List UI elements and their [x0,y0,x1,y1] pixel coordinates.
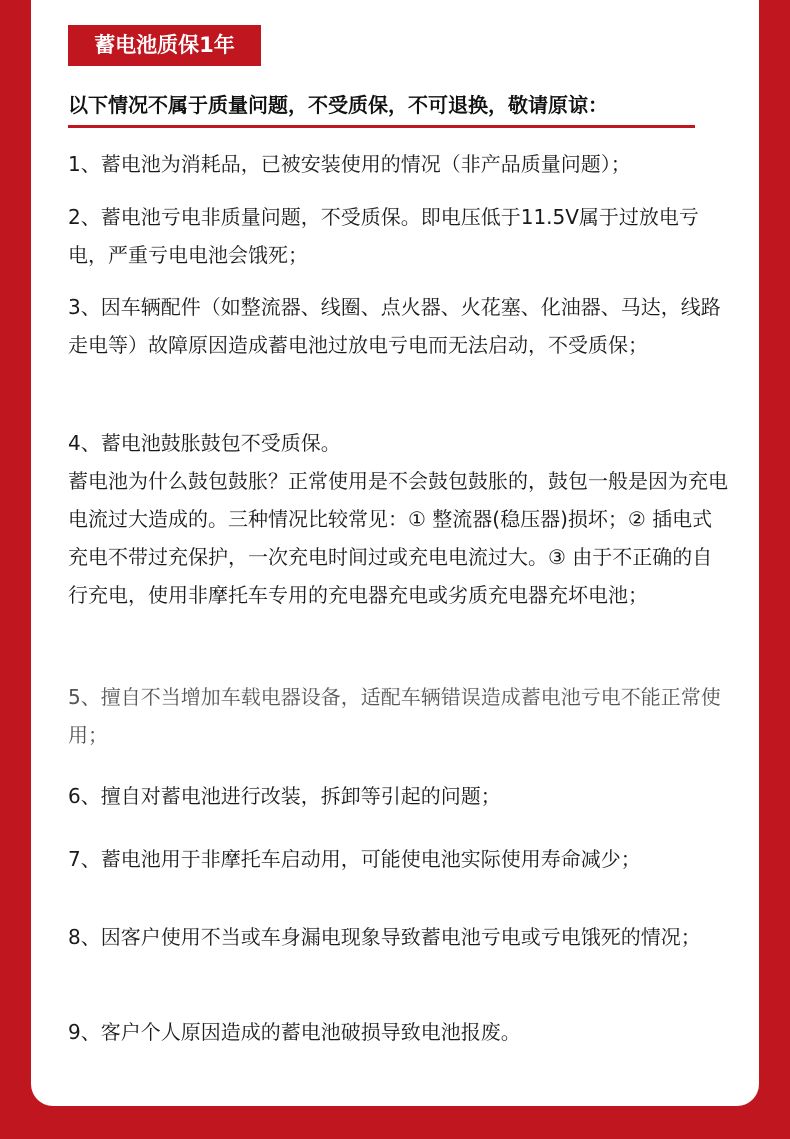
intro-underline [68,125,695,128]
list-item-3: 3、因车辆配件（如整流器、线圈、点火器、火花塞、化油器、马达，线路走电等）故障原因造成蓄电池过放电亏电而无法启动，不受质保； [68,295,721,357]
list-item-5: 5、擅自不当增加车载电器设备，适配车辆错误造成蓄电池亏电不能正常使用； [68,685,721,747]
list-item-4: 4、蓄电池鼓胀鼓包不受质保。 [68,431,341,455]
warranty-badge: 蓄电池质保1年 [68,25,261,66]
list-item-7: 7、蓄电池用于非摩托车启动用，可能使电池实际使用寿命减少； [68,847,641,871]
list-item-6: 6、擅自对蓄电池进行改装，拆卸等引起的问题； [68,784,501,808]
intro-heading: 以下情况不属于质量问题，不受质保，不可退换，敬请原谅： [68,93,608,117]
list-item-4-detail: 蓄电池为什么鼓包鼓胀？正常使用是不会鼓包鼓胀的，鼓包一般是因为充电电流过大造成的。三种情况比较常见：① 整流器(稳压器)损坏；② 插电式充电不带过充保护，一次充电时间过或充电电流过大。③ 由于不正确的自行充电，使用非摩托车专用的充电器充电或劣质充电器充坏电池； [68,469,728,607]
list-item-8: 8、因客户使用不当或车身漏电现象导致蓄电池亏电或亏电饿死的情况； [68,925,701,949]
list-item-1: 1、蓄电池为消耗品，已被安装使用的情况（非产品质量问题）； [68,152,631,176]
list-item-2: 2、蓄电池亏电非质量问题，不受质保。即电压低于11.5V属于过放电亏电，严重亏电电池会饿死； [68,205,699,267]
list-item-9: 9、客户个人原因造成的蓄电池破损导致电池报废。 [68,1020,521,1044]
